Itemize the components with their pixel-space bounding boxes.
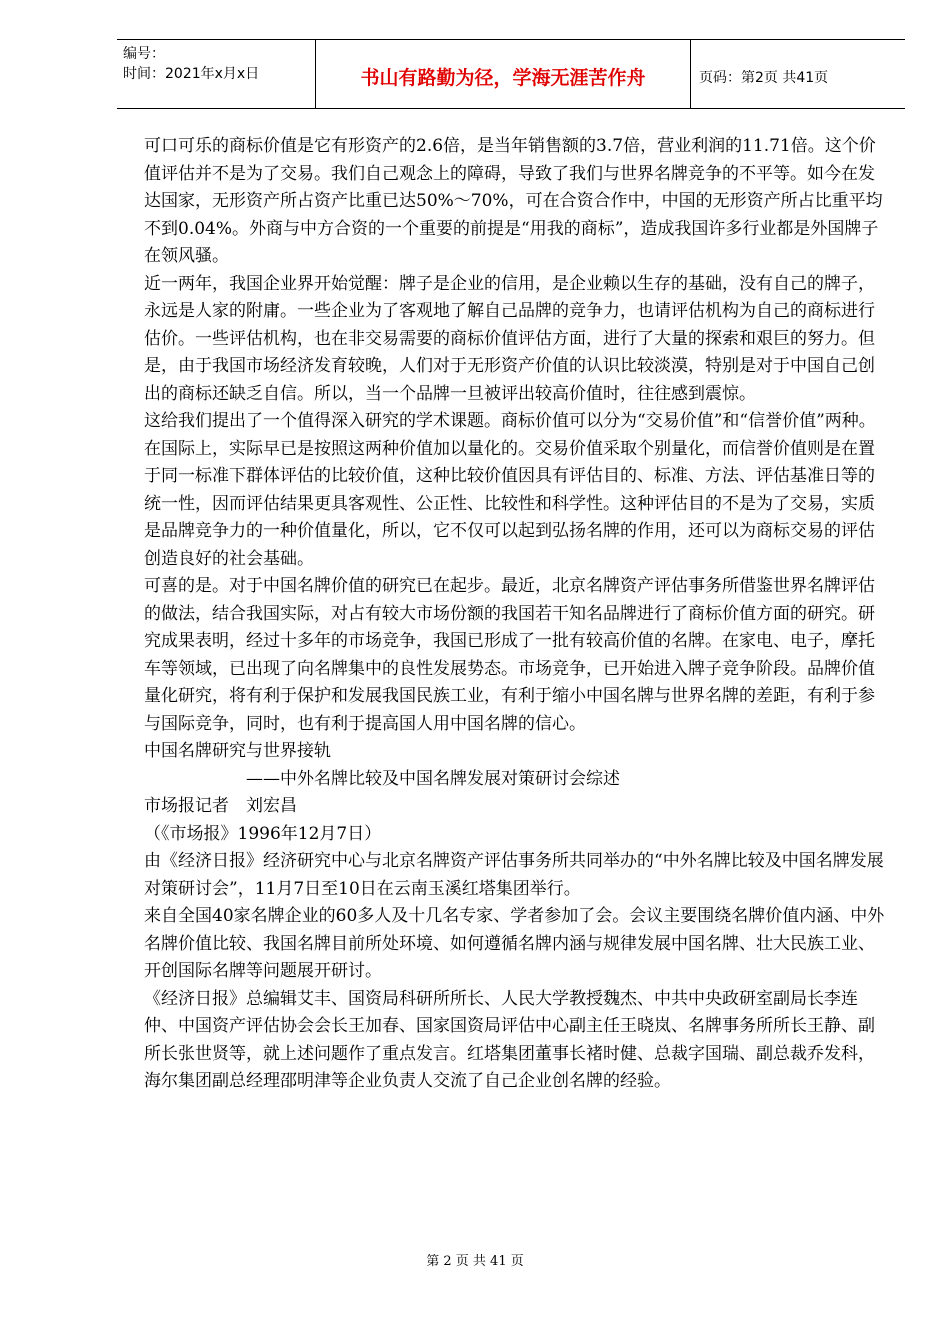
document-body	[144, 133, 889, 1096]
body-paragraph-3: 这给我们提出了一个值得深入研究的学术课题。商标价值可以分为“交易价值”和“信誉价值”两种。在国际上，实际早已是按照这两种价值加以量化的。交易价值采取个别量化，而信誉价值则是在置于同一标准下群体评估的比较价值，这种比较价值因具有评估目的、标准、方法、评估基准日等的统一性，因而评估结果更具客观性、公正性、比较性和科学性。这种评估目的不是为了交易，实质是品牌竞争力的一种价值量化，所以，它不仅可以起到弘扬名牌的作用，还可以为商标交易的评估创造良好的社会基础。	[144, 411, 876, 569]
header-divider-left	[315, 40, 316, 108]
header-motto: 书山有路勤为径，学海无涯苦作舟	[360, 67, 646, 89]
header-number-label: 编号：	[123, 46, 165, 62]
body-paragraph-1: 可口可乐的商标价值是它有形资产的2.6倍，是当年销售额的3.7倍，营业利润的11.71倍。这个价值评估并不是为了交易。我们自己观念上的障碍，导致了我们与世界名牌竞争的不平等。如今在发达国家，无形资产所占资产比重已达50%～70%，可在合资合作中，中国的无形资产所占比重平均不到0.04%。外商与中方合资的一个重要的前提是“用我的商标”，造成我国许多行业都是外国牌子在领风骚。	[144, 136, 883, 266]
header-time-label: 时间：2021年x月x日	[123, 66, 260, 82]
article-subtitle: ——中外名牌比较及中国名牌发展对策研讨会综述	[246, 768, 620, 789]
article-paragraph-2: 来自全国40家名牌企业的60多人及十几名专家、学者参加了会。会议主要围绕名牌价值内涵、中外名牌价值比较、我国名牌目前所处环境、如何遵循名牌内涵与规律发展中国名牌、壮大民族工业、开创国际名牌等问题展开研讨。	[144, 906, 885, 981]
body-paragraph-2: 近一两年，我国企业界开始觉醒：牌子是企业的信用，是企业赖以生存的基础，没有自己的牌子，永远是人家的附庸。一些企业为了客观地了解自己品牌的竞争力，也请评估机构为自己的商标进行估价。一些评估机构，也在非交易需要的商标价值评估方面，进行了大量的探索和艰巨的努力。但是，由于我国市场经济发育较晚，人们对于无形资产价值的认识比较淡漠，特别是对于中国自己创出的商标还缺乏自信。所以，当一个品牌一旦被评出较高价值时，往往感到震惊。	[144, 273, 875, 404]
article-byline: 市场报记者 刘宏昌	[144, 796, 297, 816]
page-header	[117, 39, 905, 109]
header-page-number: 页码：第2页 共41页	[699, 70, 829, 86]
body-paragraph-4: 可喜的是。对于中国名牌价值的研究已在起步。最近，北京名牌资产评估事务所借鉴世界名牌评估的做法，结合我国实际，对占有较大市场份额的我国若干知名品牌进行了商标价值方面的研究。研究成果表明，经过十多年的市场竞争，我国已形成了一批有较高价值的名牌。在家电、电子，摩托车等领域，已出现了向名牌集中的良性发展势态。市场竞争，已开始进入牌子竞争阶段。品牌价值量化研究，将有利于保护和发展我国民族工业，有利于缩小中国名牌与世界名牌的差距，有利于参与国际竞争，同时，也有利于提高国人用中国名牌的信心。	[144, 576, 875, 734]
article-paragraph-3: 《经济日报》总编辑艾丰、国资局科研所所长、人民大学教授魏杰、中共中央政研室副局长李连仲、中国资产评估协会会长王加春、国家国资局评估中心副主任王晓岚、名牌事务所所长王静、副所长张世贤等，就上述问题作了重点发言。红塔集团董事长褚时健、总裁字国瑞、副总裁乔发科，海尔集团副总经理邵明津等企业负责人交流了自己企业创名牌的经验。	[144, 988, 875, 1091]
header-divider-right	[690, 40, 691, 108]
article-title: 中国名牌研究与世界接轨	[144, 741, 331, 761]
page-footer: 第 2 页 共 41 页	[426, 1254, 524, 1269]
article-source: （《市场报》1996年12月7日）	[144, 823, 382, 844]
header-meta	[123, 44, 259, 84]
article-paragraph-1: 由《经济日报》经济研究中心与北京名牌资产评估事务所共同举办的“中外名牌比较及中国名牌发展对策研讨会”，11月7日至10日在云南玉溪红塔集团举行。	[144, 851, 884, 899]
